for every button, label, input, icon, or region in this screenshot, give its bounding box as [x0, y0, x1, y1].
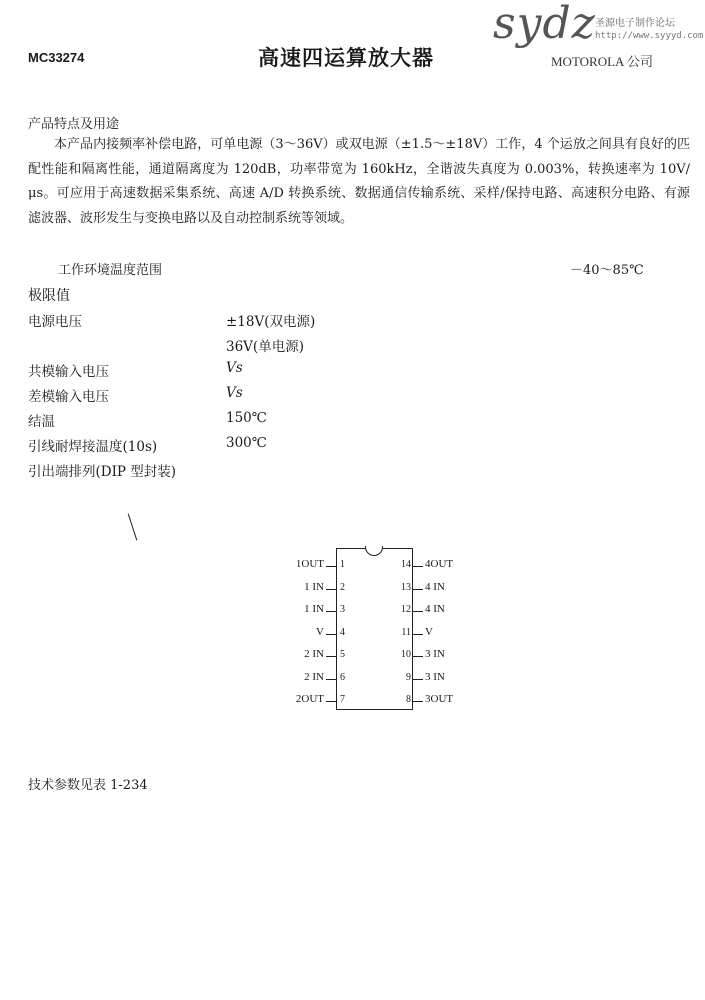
- rating-value: Vs: [226, 360, 243, 376]
- rating-label: 电源电压: [28, 314, 82, 330]
- document-title: 高速四运算放大器: [258, 45, 434, 70]
- pin-number: 1: [340, 559, 345, 570]
- pin-number: 12: [401, 604, 411, 615]
- manufacturer-name: MOTOROLA 公司: [551, 54, 653, 69]
- logo-site-name: 圣源电子制作论坛: [595, 18, 675, 29]
- pin-lead: [413, 611, 423, 612]
- rating-label: 引线耐焊接温度(10s): [28, 439, 158, 455]
- footer-note: 技术参数见表 1-234: [28, 778, 148, 793]
- pin-name-label: 4OUT: [425, 558, 454, 570]
- rating-value: ±18V(双电源): [226, 314, 316, 330]
- pin-name-label: 4 IN: [425, 603, 445, 615]
- pin-name-label: 4 IN: [425, 580, 445, 593]
- pin-name-label: 1 IN: [304, 603, 324, 615]
- pin-lead: [326, 701, 336, 702]
- pin-number: 3: [340, 604, 345, 615]
- temperature-label: 工作环境温度范围: [58, 263, 163, 278]
- pin-lead: [413, 634, 423, 635]
- pin-lead: [326, 566, 336, 567]
- rating-label: 差模输入电压: [28, 389, 109, 405]
- pin-number: 8: [406, 694, 411, 705]
- pin-lead: [326, 634, 336, 635]
- pin-name-label: V: [425, 625, 433, 638]
- rating-value: 300℃: [226, 435, 267, 451]
- pin-lead: [326, 656, 336, 657]
- pin-name-label: 3 IN: [425, 648, 445, 660]
- watermark-logo: [487, 2, 703, 70]
- part-number: MC33274: [28, 50, 85, 65]
- pin-number: 7: [340, 694, 345, 705]
- temperature-value: －40～85℃: [570, 263, 644, 278]
- pin-number: 14: [401, 559, 411, 570]
- pin-lead: [326, 611, 336, 612]
- pin-name-label: 1OUT: [295, 558, 324, 570]
- pinout-heading: 引出端排列(DIP 型封装): [28, 464, 177, 480]
- ratings-heading: 极限值: [28, 288, 70, 304]
- rating-label: 结温: [28, 414, 55, 430]
- pin-number: 6: [340, 671, 345, 683]
- pin-number: 9: [406, 671, 411, 683]
- pin-lead: [413, 679, 423, 680]
- scan-mark: [128, 514, 138, 541]
- pin-lead: [413, 566, 423, 567]
- pin-number: 5: [340, 649, 345, 660]
- pin-number: 11: [401, 626, 411, 638]
- pin-name-label: 3 IN: [425, 670, 445, 683]
- features-paragraph: 本产品内接频率补偿电路，可单电源（3～36V）或双电源（±1.5～±18V）工作，4 个运放之间具有良好的匹配性能和隔离性能，通道隔离度为 120dB，功率带宽为 160kHz，全谐波失真度为 0.003%，转换速率为 10V/μs。可应用于高速数据采集系统、高速 A/D 转换系统、数据通信传输系统、采样/保持电路、高速积分电路、有源滤波器、波形发生与变换电路以及自动控制系统等领域。: [28, 137, 690, 226]
- pin-number: 2: [340, 581, 345, 593]
- pin-name-label: 2 IN: [304, 670, 324, 683]
- pin-name-label: 2 IN: [304, 648, 324, 660]
- pin-name-label: 3OUT: [425, 693, 454, 705]
- pin-lead: [413, 589, 423, 590]
- pin-name-label: 1 IN: [304, 580, 324, 593]
- pin-lead: [413, 701, 423, 702]
- pin-number: 10: [401, 649, 411, 660]
- pin-lead: [413, 656, 423, 657]
- rating-value: Vs: [226, 385, 243, 401]
- pin-number: 13: [401, 581, 411, 593]
- rating-label: 共模输入电压: [28, 364, 109, 380]
- pin-lead: [326, 589, 336, 590]
- pin-name-label: 2OUT: [295, 693, 324, 705]
- rating-value: 150℃: [226, 410, 267, 426]
- pin-number: 4: [340, 626, 345, 638]
- pin-lead: [326, 679, 336, 680]
- pin-name-label: V: [316, 625, 324, 638]
- logo-url: http://www.syyyd.com: [595, 31, 704, 41]
- features-heading: 产品特点及用途: [28, 117, 120, 132]
- logo-script: sydz: [493, 0, 596, 49]
- rating-value: 36V(单电源): [226, 339, 304, 355]
